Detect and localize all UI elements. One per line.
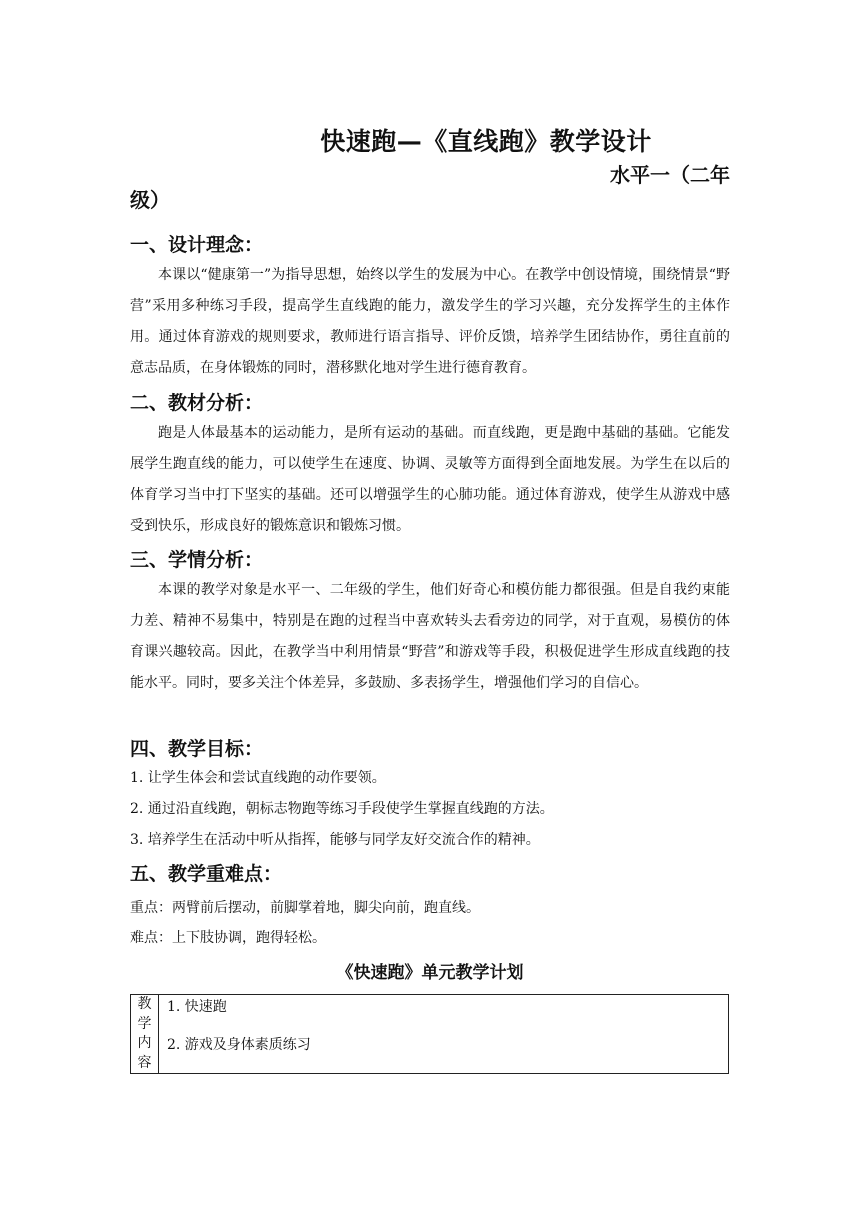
section-heading-key-points: 五、教学重难点：: [130, 863, 283, 885]
section-heading-material-analysis: 二、教材分析：: [130, 392, 264, 414]
goal-item: 3. 培养学生在活动中听从指挥，能够与同学友好交流合作的精神。: [130, 832, 540, 848]
section-paragraph-material-analysis: 跑是人体最基本的运动能力，是所有运动的基础。而直线跑，更是跑中基础的基础。它能发展学生跑直线的能力，可以使学生在速度、协调、灵敏等方面得到全面地发展。为学生在以后的体育学习当中打下坚实的基础。还可以增强学生的心肺功能。通过体育游戏，使学生从游戏中感受到快乐，形成良好的锻炼意识和锻炼习惯。: [130, 425, 730, 534]
section-paragraph-design-concept: 本课以“健康第一”为指导思想，始终以学生的发展为中心。在教学中创设情境，围绕情景“野营”采用多种练习手段，提高学生直线跑的能力，激发学生的学习兴趣，充分发挥学生的主体作用。通过体育游戏的规则要求，教师进行语言指导、评价反馈，培养学生团结协作，勇往直前的意志品质，在身体锻炼的同时，潜移默化地对学生进行德育教育。: [130, 267, 730, 376]
plan-title: 《快速跑》单元教学计划: [336, 963, 524, 983]
level-label-continued: 级）: [130, 188, 170, 212]
plan-content-item: 2. 游戏及身体素质练习: [167, 1037, 311, 1053]
section-paragraph-student-analysis: 本课的教学对象是水平一、二年级的学生，他们好奇心和模仿能力都很强。但是自我约束能力差、精神不易集中，特别是在跑的过程当中喜欢转头去看旁边的同学，对于直观，易模仿的体育课兴趣较高。因此，在教学当中利用情景“野营”和游戏等手段，积极促进学生形成直线跑的技能水平。同时，要多关注个体差异，多鼓励、多表扬学生，增强他们学习的自信心。: [130, 582, 730, 691]
table-row: [131, 995, 729, 1074]
key-point-item: 重点：两臂前后摆动，前脚掌着地，脚尖向前，跑直线。: [130, 900, 480, 916]
plan-content-cell: [159, 995, 729, 1074]
plan-label-cell: [131, 995, 159, 1074]
plan-label-char: 学: [137, 1015, 152, 1032]
document-title: 快速跑—《直线跑》教学设计: [320, 127, 652, 156]
difficulty-item: 难点：上下肢协调，跑得轻松。: [130, 930, 326, 946]
goal-item: 2. 通过沿直线跑，朝标志物跑等练习手段使学生掌握直线跑的方法。: [130, 801, 554, 817]
plan-label-char: 教: [137, 996, 152, 1012]
plan-label-char: 内: [137, 1035, 152, 1051]
level-label: 水平一（二年: [610, 163, 730, 187]
section-heading-teaching-goals: 四、教学目标：: [130, 738, 264, 760]
goal-item: 1. 让学生体会和尝试直线跑的动作要领。: [130, 770, 386, 786]
section-heading-student-analysis: 三、学情分析：: [130, 549, 264, 571]
plan-table: [130, 994, 729, 1074]
plan-content-item: 1. 快速跑: [167, 999, 227, 1015]
plan-label-char: 容: [137, 1054, 152, 1071]
section-heading-design-concept: 一、设计理念：: [130, 234, 264, 256]
